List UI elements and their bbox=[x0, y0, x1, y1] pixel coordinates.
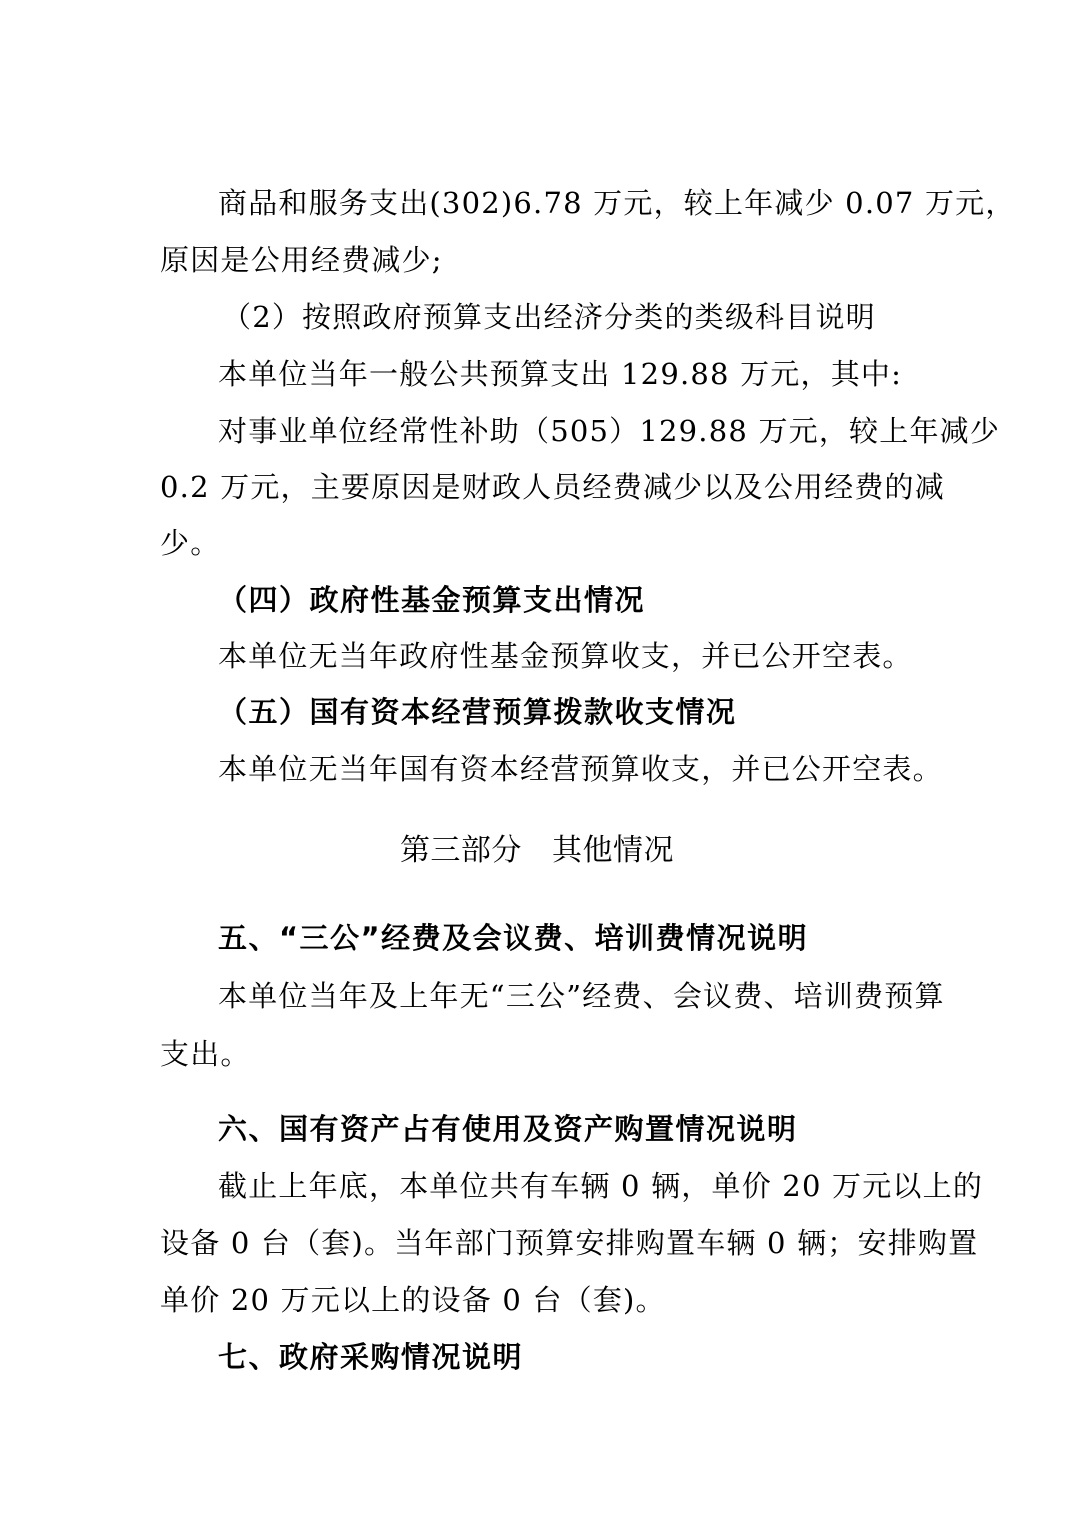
section-heading-san-gong: 五、“三公”经费及会议费、培训费情况说明 bbox=[218, 921, 809, 955]
section-heading-procurement: 七、政府采购情况说明 bbox=[218, 1340, 524, 1374]
paragraph-line: 单价 20 万元以上的设备 0 台（套)。 bbox=[160, 1283, 666, 1317]
paragraph-line: 本单位无当年政府性基金预算收支，并已公开空表。 bbox=[218, 639, 913, 673]
paragraph-line: 0.2 万元，主要原因是财政人员经费减少以及公用经费的减 bbox=[160, 470, 945, 504]
part-three-title: 第三部分 其他情况 bbox=[399, 833, 675, 868]
paragraph-line: 少。 bbox=[160, 526, 221, 560]
paragraph-line: 本单位当年一般公共预算支出 129.88 万元，其中: bbox=[218, 357, 903, 391]
paragraph-line: 本单位无当年国有资本经营预算收支，并已公开空表。 bbox=[218, 752, 943, 786]
section-heading-five: （五）国有资本经营预算拨款收支情况 bbox=[218, 695, 737, 729]
paragraph-line: 设备 0 台（套)。当年部门预算安排购置车辆 0 辆；安排购置 bbox=[160, 1226, 979, 1260]
paragraph-line: 原因是公用经费减少; bbox=[160, 243, 443, 277]
section-heading-four: （四）政府性基金预算支出情况 bbox=[218, 583, 646, 617]
paragraph-line: 商品和服务支出(302)6.78 万元，较上年减少 0.07 万元， bbox=[218, 186, 1016, 220]
section-heading-assets: 六、国有资产占有使用及资产购置情况说明 bbox=[218, 1112, 798, 1146]
paragraph-line: 支出。 bbox=[160, 1037, 251, 1071]
paragraph-line: 本单位当年及上年无“三公”经费、会议费、培训费预算 bbox=[218, 979, 945, 1013]
subsection-heading: （2）按照政府预算支出经济分类的类级科目说明 bbox=[222, 300, 876, 334]
paragraph-line: 对事业单位经常性补助（505）129.88 万元，较上年减少 bbox=[218, 414, 1001, 448]
paragraph-line: 截止上年底，本单位共有车辆 0 辆，单价 20 万元以上的 bbox=[218, 1169, 984, 1203]
